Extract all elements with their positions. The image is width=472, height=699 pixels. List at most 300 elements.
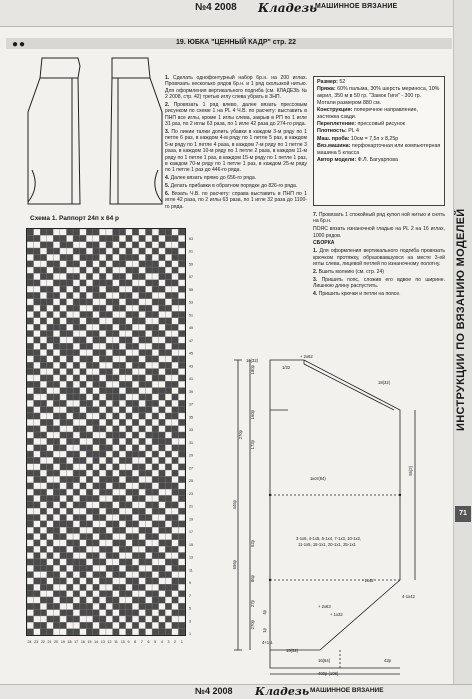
row-number: 49: [189, 326, 193, 330]
chart-cell: [99, 299, 106, 305]
chart-cell: [40, 527, 47, 533]
chart-cell: [27, 584, 34, 590]
chart-cell: [178, 565, 185, 571]
chart-cell: [60, 457, 67, 463]
chart-cell: [60, 565, 67, 571]
chart-cell: [60, 527, 67, 533]
chart-cell: [34, 432, 41, 438]
chart-cell: [113, 267, 120, 273]
chart-cell: [99, 432, 106, 438]
chart-cell: [106, 597, 113, 603]
column-number: 8: [134, 640, 137, 644]
chart-cell: [146, 553, 153, 559]
chart-cell: [27, 280, 34, 286]
chart-cell: [178, 299, 185, 305]
chart-cell: [152, 388, 159, 394]
chart-cell: [60, 483, 67, 489]
chart-cell: [139, 445, 146, 451]
chart-cell: [172, 350, 179, 356]
chart-cell: [80, 350, 87, 356]
chart-cell: [67, 540, 74, 546]
chart-cell: [53, 622, 60, 628]
chart-cell: [152, 464, 159, 470]
chart-cell: [86, 343, 93, 349]
chart-cell: [80, 286, 87, 292]
chart-cell: [172, 286, 179, 292]
column-number: 15: [87, 640, 92, 644]
row-number: 39: [189, 389, 193, 394]
chart-cell: [86, 362, 93, 368]
chart-cell: [146, 540, 153, 546]
chart-cell: [67, 343, 74, 349]
chart-cell: [113, 514, 120, 520]
chart-cell: [93, 540, 100, 546]
chart-cell: [86, 445, 93, 451]
chart-cell: [40, 318, 47, 324]
chart-cell: [86, 286, 93, 292]
chart-cell: [159, 527, 166, 533]
chart-cell: [86, 521, 93, 527]
chart-cell: [165, 426, 172, 432]
chart-cell: [139, 527, 146, 533]
chart-cell: [27, 432, 34, 438]
chart-cell: [159, 622, 166, 628]
chart-cell: [172, 324, 179, 330]
chart-cell: [106, 229, 113, 235]
chart-cell: [27, 375, 34, 381]
chart-cell: [106, 438, 113, 444]
chart-cell: [146, 350, 153, 356]
chart-cell: [73, 616, 80, 622]
chart-cell: [27, 419, 34, 425]
chart-cell: [146, 578, 153, 584]
chart-cell: [126, 381, 133, 387]
chart-cell: [73, 318, 80, 324]
chart-cell: [99, 591, 106, 597]
chart-cell: [159, 311, 166, 317]
chart-cell: [80, 419, 87, 425]
chart-cell: [165, 603, 172, 609]
chart-cell: [132, 565, 139, 571]
chart-cell: [113, 248, 120, 254]
chart-cell: [80, 464, 87, 470]
chart-cell: [47, 432, 54, 438]
chart-cell: [152, 419, 159, 425]
chart-cell: [106, 622, 113, 628]
chart-cell: [178, 514, 185, 520]
chart-cell: [119, 343, 126, 349]
chart-cell: [40, 419, 47, 425]
chart-cell: [80, 451, 87, 457]
chart-cell: [159, 331, 166, 337]
chart-cell: [93, 521, 100, 527]
chart-cell: [99, 413, 106, 419]
blueprint-label: - 1x42: [362, 578, 374, 583]
chart-cell: [27, 572, 34, 578]
info-author: Автор модели: Ф.Л. Багуарпова: [317, 156, 398, 163]
chart-cell: [47, 369, 54, 375]
chart-cell: [80, 546, 87, 552]
chart-cell: [126, 394, 133, 400]
chart-cell: [27, 369, 34, 375]
chart-cell: [34, 337, 41, 343]
chart-cell: [152, 400, 159, 406]
chart-cell: [146, 502, 153, 508]
chart-cell: [126, 273, 133, 279]
chart-cell: [47, 534, 54, 540]
chart-cell: [27, 337, 34, 343]
chart-cell: [40, 426, 47, 432]
chart-cell: [67, 565, 74, 571]
chart-cell: [119, 438, 126, 444]
chart-cell: [126, 572, 133, 578]
blueprint-label: + 2x63: [318, 604, 331, 609]
chart-cell: [47, 292, 54, 298]
chart-cell: [132, 419, 139, 425]
chart-cell: [126, 464, 133, 470]
chart-cell: [106, 426, 113, 432]
chart-cell: [99, 438, 106, 444]
chart-cell: [53, 483, 60, 489]
chart-cell: [132, 451, 139, 457]
chart-cell: [34, 356, 41, 362]
chart-cell: [73, 445, 80, 451]
chart-cell: [80, 248, 87, 254]
chart-cell: [93, 426, 100, 432]
chart-cell: [53, 521, 60, 527]
chart-cell: [178, 235, 185, 241]
schema-title: Схема 1. Раппорт 24п х 64 р: [30, 215, 119, 222]
chart-cell: [47, 324, 54, 330]
chart-cell: [132, 350, 139, 356]
chart-cell: [152, 629, 159, 635]
chart-cell: [152, 362, 159, 368]
chart-cell: [99, 464, 106, 470]
chart-cell: [80, 318, 87, 324]
chart-cell: [86, 318, 93, 324]
chart-cell: [113, 622, 120, 628]
chart-cell: [165, 254, 172, 260]
chart-cell: [34, 280, 41, 286]
chart-cell: [113, 280, 120, 286]
chart-cell: [53, 514, 60, 520]
blueprint-label: 270р: [238, 430, 243, 440]
chart-cell: [178, 451, 185, 457]
chart-cell: [73, 388, 80, 394]
chart-cell: [106, 419, 113, 425]
chart-cell: [178, 445, 185, 451]
chart-cell: [93, 457, 100, 463]
chart-cell: [99, 508, 106, 514]
chart-cell: [146, 483, 153, 489]
chart-cell: [86, 438, 93, 444]
chart-cell: [73, 527, 80, 533]
chart-cell: [132, 527, 139, 533]
page-header: [0, 0, 472, 27]
chart-cell: [106, 273, 113, 279]
chart-cell: [34, 286, 41, 292]
chart-cell: [106, 369, 113, 375]
chart-cell: [99, 502, 106, 508]
chart-cell: [119, 331, 126, 337]
blueprint-label: 270р: [250, 620, 255, 630]
chart-cell: [80, 445, 87, 451]
chart-cell: [146, 356, 153, 362]
info-gauge: Маш. проба: 10см = 7,5п x 8,25р: [317, 135, 399, 142]
chart-cell: [73, 369, 80, 375]
chart-cell: [47, 584, 54, 590]
chart-cell: [172, 540, 179, 546]
row-number: 21: [189, 504, 193, 509]
chart-cell: [132, 470, 139, 476]
chart-cell: [139, 369, 146, 375]
chart-cell: [99, 489, 106, 495]
chart-cell: [139, 305, 146, 311]
chart-cell: [132, 603, 139, 609]
chart-cell: [86, 280, 93, 286]
chart-cell: [106, 235, 113, 241]
chart-cell: [106, 362, 113, 368]
chart-cell: [93, 514, 100, 520]
chart-cell: [165, 534, 172, 540]
chart-cell: [40, 267, 47, 273]
chart-cell: [159, 540, 166, 546]
blueprint-label: 16(32): [246, 358, 259, 363]
chart-cell: [67, 534, 74, 540]
chart-cell: [47, 426, 54, 432]
chart-cell: [152, 254, 159, 260]
chart-cell: [86, 311, 93, 317]
chart-cell: [178, 597, 185, 603]
chart-cell: [86, 546, 93, 552]
chart-cell: [146, 242, 153, 248]
chart-cell: [159, 432, 166, 438]
chart-cell: [119, 457, 126, 463]
chart-cell: [47, 591, 54, 597]
chart-cell: [40, 350, 47, 356]
chart-cell: [60, 273, 67, 279]
chart-cell: [106, 267, 113, 273]
chart-cell: [178, 470, 185, 476]
chart-cell: [126, 476, 133, 482]
chart-cell: [152, 381, 159, 387]
chart-cell: [139, 483, 146, 489]
chart-cell: [27, 521, 34, 527]
chart-cell: [47, 261, 54, 267]
chart-cell: [34, 381, 41, 387]
instruction-paragraph: 4. Пришить крючки и петли на поясе.: [313, 290, 401, 297]
chart-cell: [27, 534, 34, 540]
chart-cell: [99, 350, 106, 356]
chart-cell: [53, 591, 60, 597]
chart-cell: [99, 445, 106, 451]
chart-cell: [34, 476, 41, 482]
chart-cell: [113, 350, 120, 356]
chart-cell: [86, 451, 93, 457]
chart-cell: [106, 350, 113, 356]
row-number: 53: [189, 300, 193, 305]
chart-cell: [47, 356, 54, 362]
chart-cell: [53, 553, 60, 559]
chart-cell: [40, 242, 47, 248]
chart-cell: [165, 375, 172, 381]
chart-cell: [159, 343, 166, 349]
chart-cell: [47, 311, 54, 317]
chart-cell: [132, 553, 139, 559]
chart-cell: [93, 311, 100, 317]
chart-cell: [132, 292, 139, 298]
chart-cell: [86, 432, 93, 438]
chart-cell: [27, 616, 34, 622]
chart-cell: [172, 248, 179, 254]
chart-cell: [119, 597, 126, 603]
chart-cell: [80, 470, 87, 476]
chart-cell: [53, 559, 60, 565]
chart-cell: [165, 527, 172, 533]
chart-cell: [93, 305, 100, 311]
chart-cell: [80, 292, 87, 298]
chart-cell: [53, 419, 60, 425]
chart-cell: [67, 508, 74, 514]
chart-cell: [73, 610, 80, 616]
chart-cell: [53, 546, 60, 552]
chart-cell: [86, 610, 93, 616]
chart-cell: [126, 438, 133, 444]
chart-cell: [152, 610, 159, 616]
chart-cell: [172, 273, 179, 279]
chart-cell: [67, 527, 74, 533]
chart-cell: [99, 610, 106, 616]
chart-cell: [86, 292, 93, 298]
chart-cell: [67, 369, 74, 375]
chart-cell: [113, 584, 120, 590]
chart-cell: [27, 470, 34, 476]
chart-cell: [159, 337, 166, 343]
chart-cell: [152, 438, 159, 444]
chart-cell: [139, 388, 146, 394]
chart-cell: [113, 534, 120, 540]
chart-cell: [178, 343, 185, 349]
chart-cell: [132, 311, 139, 317]
chart-cell: [60, 514, 67, 520]
chart-cell: [126, 350, 133, 356]
chart-cell: [73, 559, 80, 565]
chart-cell: [80, 534, 87, 540]
chart-cell: [53, 495, 60, 501]
chart-cell: [106, 261, 113, 267]
chart-cell: [159, 476, 166, 482]
instruction-paragraph: 5. Делать прибавки в обратном порядке до 826-го ряда.: [165, 183, 298, 190]
chart-cell: [172, 318, 179, 324]
chart-cell: [34, 578, 41, 584]
chart-cell: [27, 229, 34, 235]
chart-cell: [40, 400, 47, 406]
chart-cell: [86, 457, 93, 463]
chart-cell: [86, 419, 93, 425]
chart-cell: [40, 356, 47, 362]
chart-cell: [152, 603, 159, 609]
chart-cell: [132, 331, 139, 337]
chart-cell: [119, 318, 126, 324]
chart-cell: [73, 565, 80, 571]
chart-cell: [60, 381, 67, 387]
chart-cell: [86, 565, 93, 571]
chart-cell: [106, 248, 113, 254]
chart-cell: [67, 597, 74, 603]
chart-cell: [67, 280, 74, 286]
chart-cell: [80, 400, 87, 406]
chart-cell: [126, 407, 133, 413]
chart-cell: [40, 610, 47, 616]
chart-cell: [146, 432, 153, 438]
chart-cell: [159, 616, 166, 622]
column-number: 6: [147, 640, 150, 644]
chart-cell: [47, 559, 54, 565]
chart-cell: [27, 343, 34, 349]
chart-cell: [80, 483, 87, 489]
chart-cell: [152, 451, 159, 457]
chart-cell: [132, 413, 139, 419]
chart-cell: [40, 305, 47, 311]
chart-cell: [132, 381, 139, 387]
chart-cell: [126, 305, 133, 311]
chart-cell: [40, 375, 47, 381]
chart-cell: [172, 254, 179, 260]
chart-cell: [139, 534, 146, 540]
chart-cell: [139, 331, 146, 337]
chart-cell: [60, 280, 67, 286]
chart-cell: [119, 508, 126, 514]
chart-cell: [139, 514, 146, 520]
chart-cell: [165, 248, 172, 254]
chart-cell: [27, 610, 34, 616]
chart-cell: [47, 286, 54, 292]
chart-cell: [40, 476, 47, 482]
chart-cell: [165, 495, 172, 501]
chart-cell: [106, 610, 113, 616]
chart-cell: [34, 495, 41, 501]
chart-cell: [132, 362, 139, 368]
chart-cell: [178, 356, 185, 362]
chart-cell: [152, 235, 159, 241]
chart-cell: [60, 343, 67, 349]
chart-cell: [27, 476, 34, 482]
chart-cell: [53, 318, 60, 324]
chart-cell: [172, 464, 179, 470]
chart-cell: [172, 629, 179, 635]
chart-cell: [113, 242, 120, 248]
chart-cell: [34, 362, 41, 368]
chart-cell: [60, 572, 67, 578]
instruction-paragraph: 7. Провязать 1 спокойный ряд купол ной нитью и снять на 6р.н.: [313, 212, 445, 225]
chart-cell: [106, 375, 113, 381]
row-number: 13: [189, 555, 193, 560]
chart-cell: [172, 457, 179, 463]
chart-cell: [40, 324, 47, 330]
chart-cell: [27, 426, 34, 432]
chart-cell: [60, 540, 67, 546]
chart-cell: [165, 388, 172, 394]
chart-cell: [172, 413, 179, 419]
chart-cell: [93, 248, 100, 254]
blueprint-label: 3-1x6, 4-1x5, 5-1x4, 7-1x3, 10-1x2,: [296, 536, 362, 541]
chart-cell: [165, 464, 172, 470]
chart-cell: [93, 280, 100, 286]
chart-cell: [178, 603, 185, 609]
chart-cell: [172, 438, 179, 444]
chart-cell: [159, 400, 166, 406]
chart-cell: [80, 603, 87, 609]
